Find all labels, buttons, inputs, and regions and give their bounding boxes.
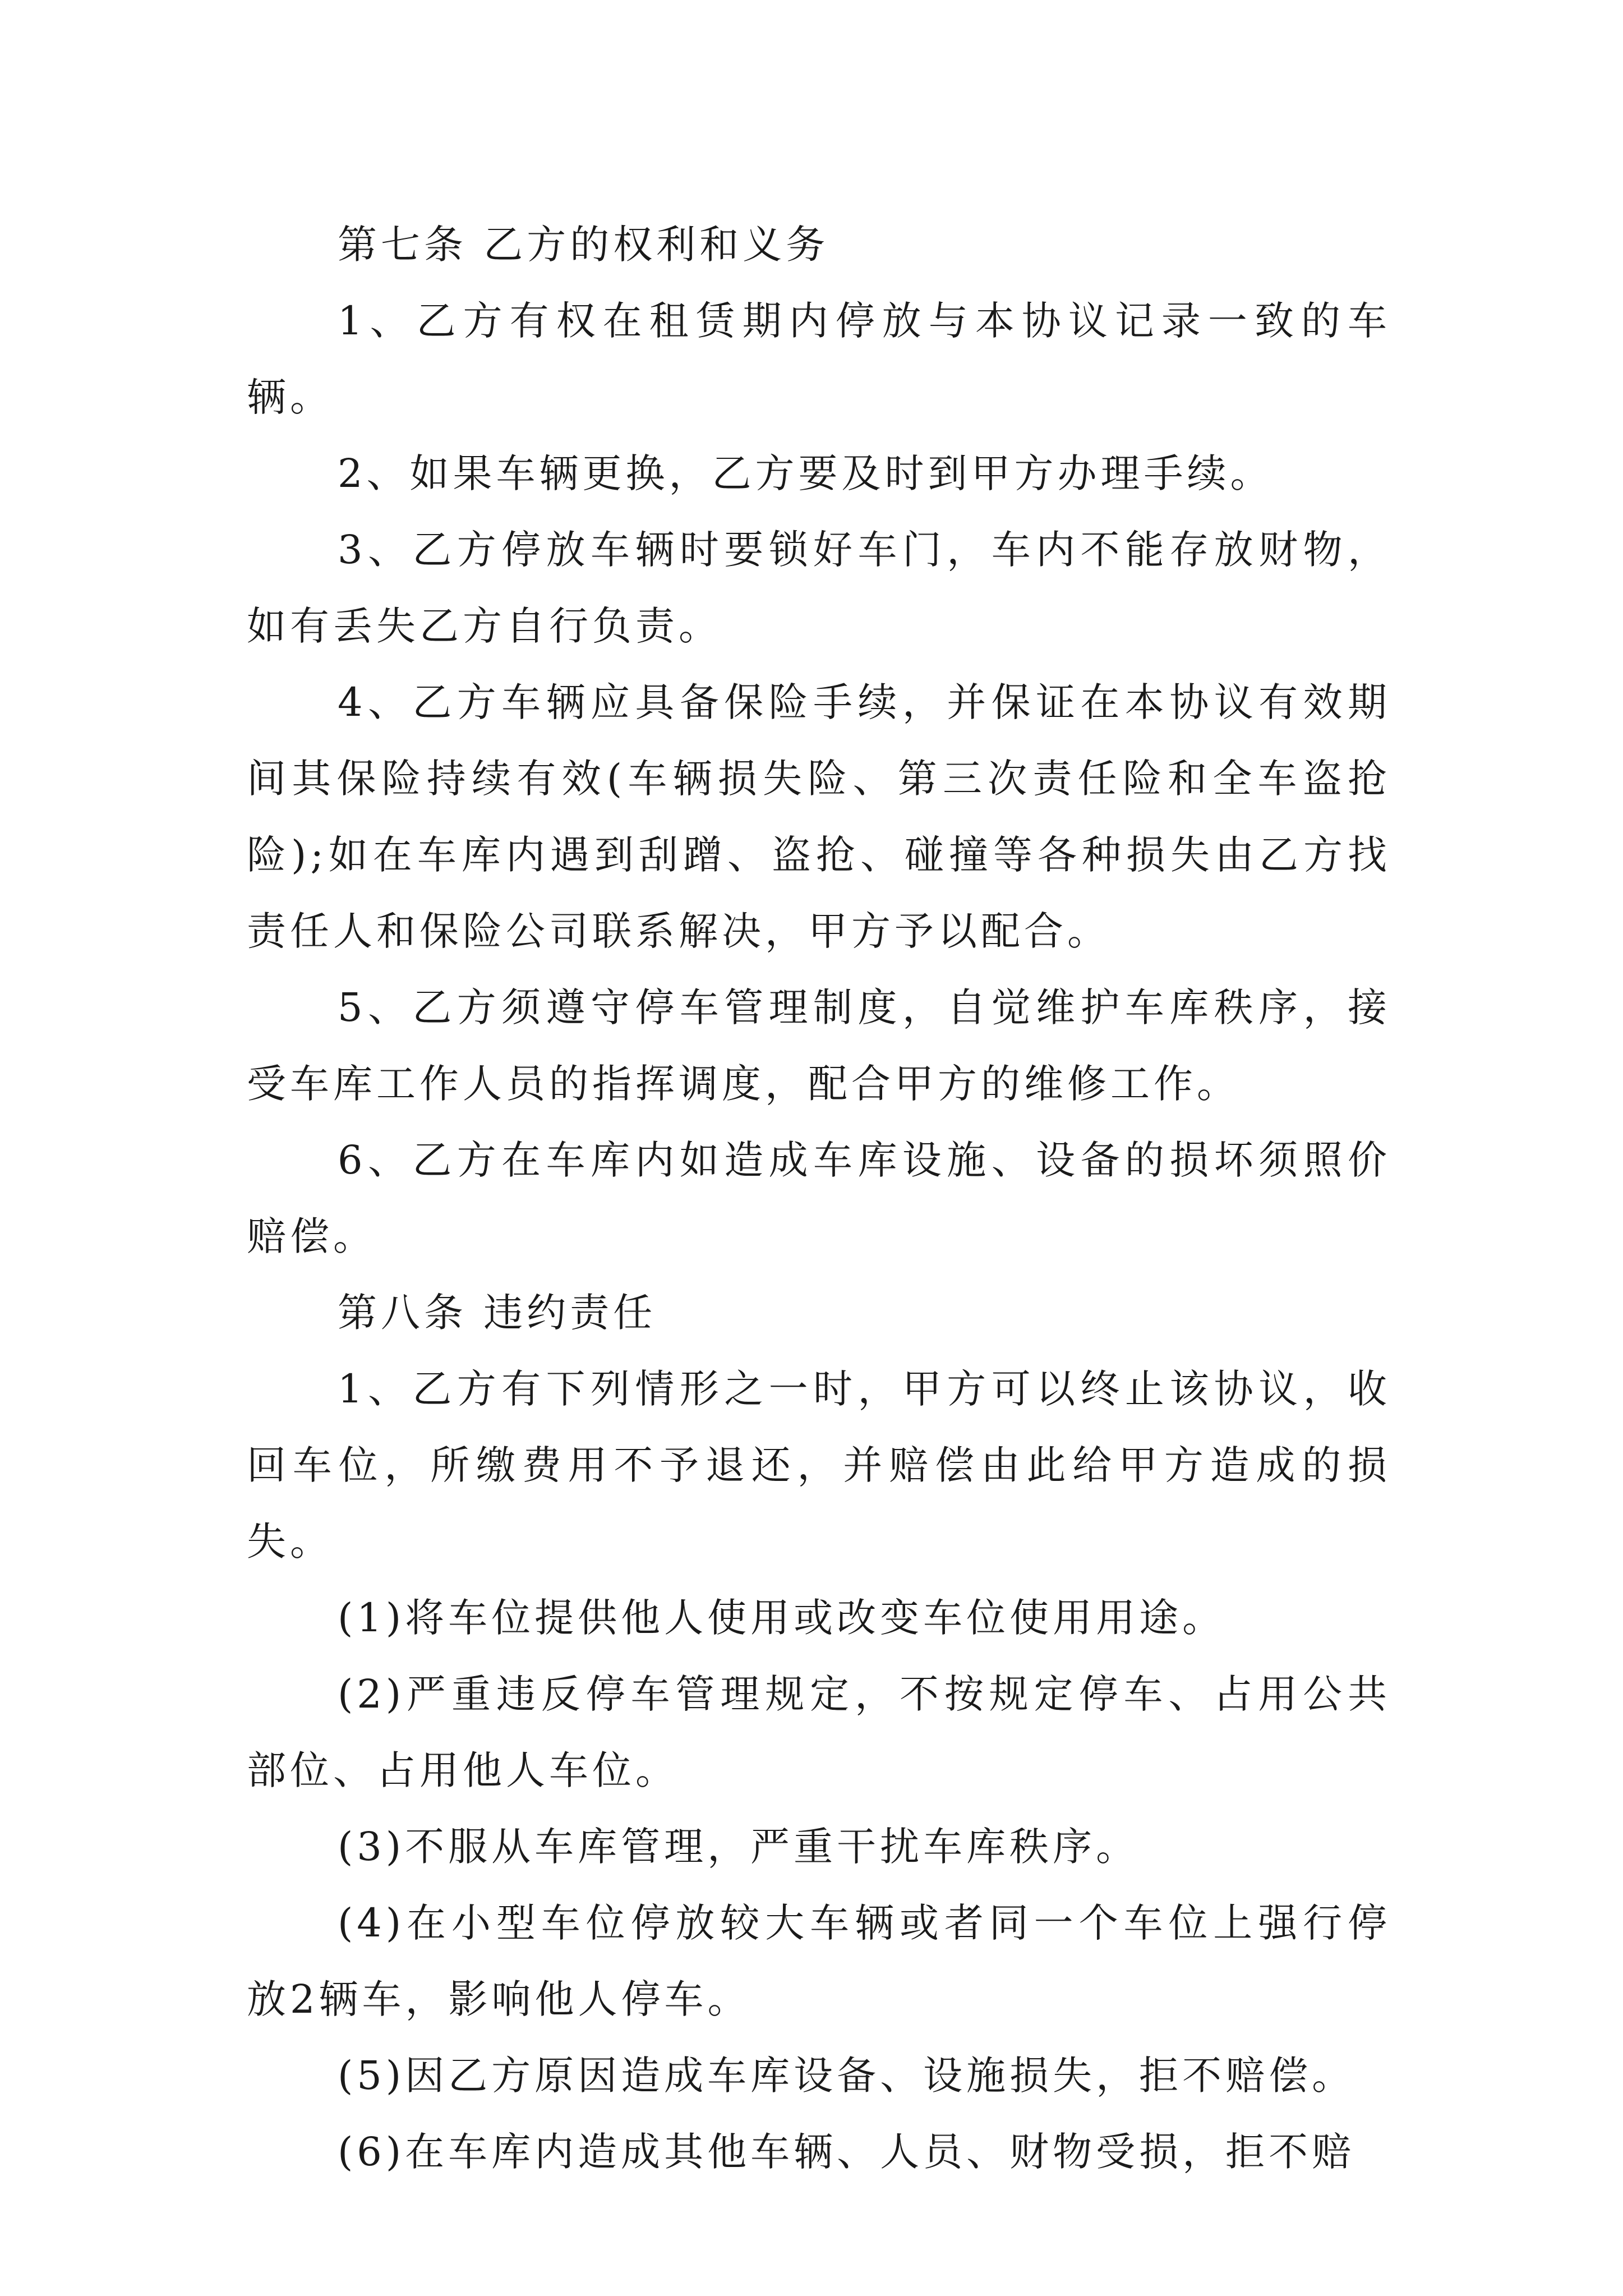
list-item: (5)因乙方原因造成车库设备、设施损失，拒不赔偿。 [338,2053,1355,2099]
paragraph: 1、乙方有下列情形之一时，甲方可以终止该协议，收回车位，所缴费用不予退还，并赔偿由此给甲方造成的损失。 [247,1366,1391,1565]
article-heading: 第八条 违约责任 [338,1290,657,1336]
document-body [247,206,1391,2190]
paragraph: 2、如果车辆更换，乙方要及时到甲方办理手续。 [338,450,1274,496]
paragraph: 6、乙方在车库内如造成车库设施、设备的损坏须照价赔偿。 [247,1137,1391,1259]
paragraph: 1、乙方有权在租赁期内停放与本协议记录一致的车辆。 [247,298,1391,420]
paragraph: 5、乙方须遵守停车管理制度，自觉维护车库秩序，接受车库工作人员的指挥调度，配合甲方的维修工作。 [247,984,1391,1107]
paragraph: 4、乙方车辆应具备保险手续，并保证在本协议有效期间其保险持续有效(车辆损失险、第三次责任险和全车盗抢险);如在车库内遇到刮蹭、盗抢、碰撞等各种损失由乙方找责任人和保险公司联系解决，甲方予以配合。 [247,679,1391,954]
article-heading: 第七条 乙方的权利和义务 [338,222,829,268]
list-item: (2)严重违反停车管理规定，不按规定停车、占用公共部位、占用他人车位。 [247,1671,1391,1793]
list-item: (4)在小型车位停放较大车辆或者同一个车位上强行停放2辆车，影响他人停车。 [247,1900,1391,2022]
list-item: (3)不服从车库管理，严重干扰车库秩序。 [338,1824,1140,1870]
paragraph: 3、乙方停放车辆时要锁好车门，车内不能存放财物，如有丢失乙方自行负责。 [247,527,1391,649]
list-item: (1)将车位提供他人使用或改变车位使用用途。 [338,1595,1226,1641]
list-item: (6)在车库内造成其他车辆、人员、财物受损，拒不赔 [338,2129,1355,2175]
